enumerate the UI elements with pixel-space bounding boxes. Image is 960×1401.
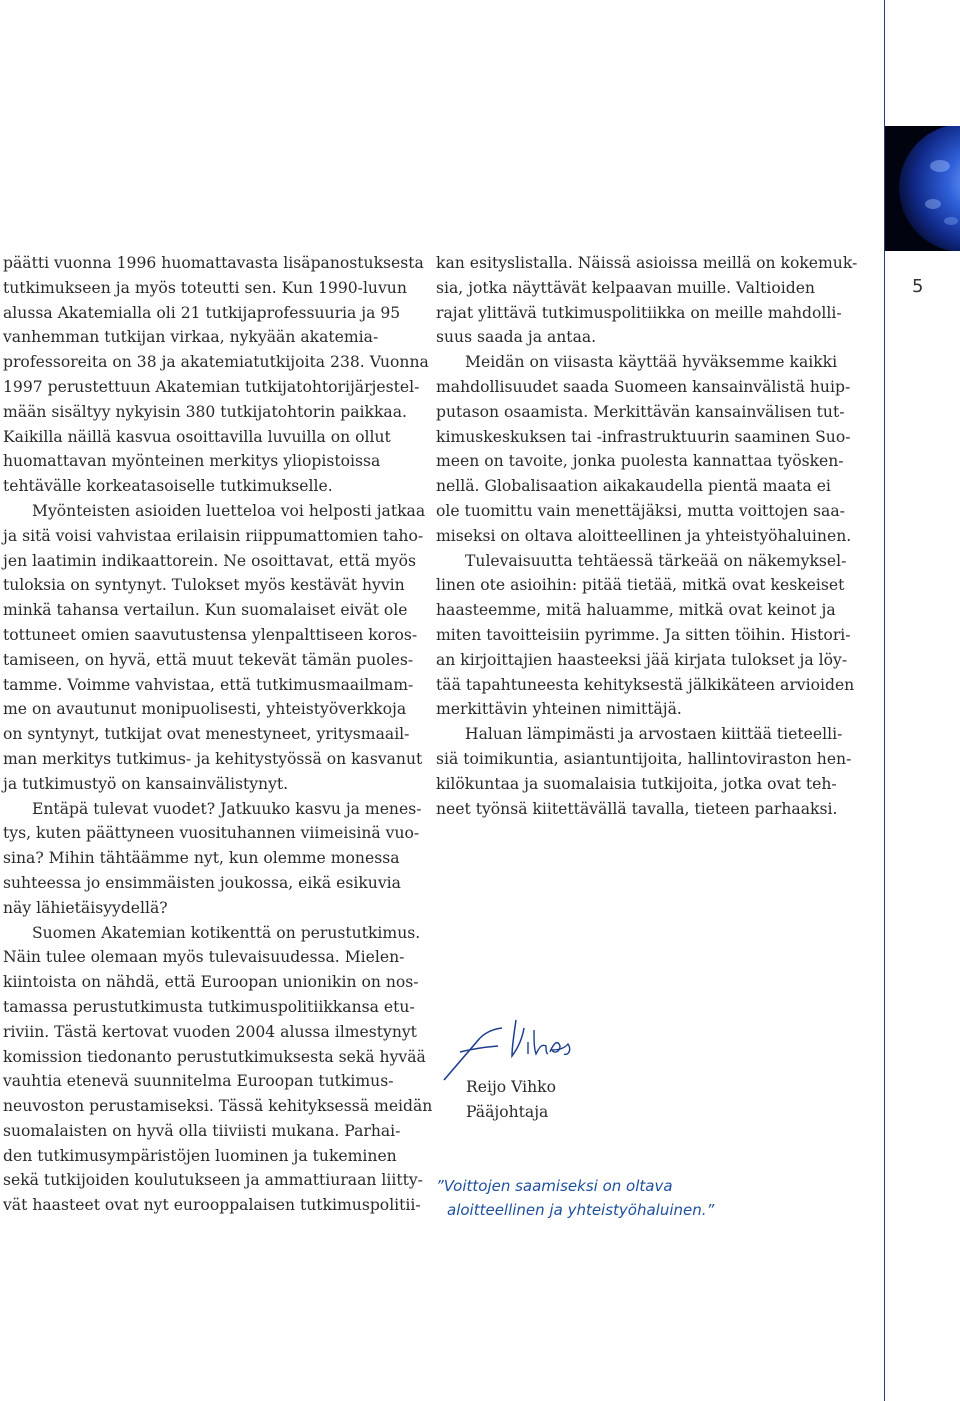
right-column-line: rajat ylittävä tutkimuspolitiikka on meille mahdolli-: [436, 303, 842, 322]
right-column-line: siä toimikuntia, asiantuntijoita, hallintoviraston hen-: [436, 749, 852, 768]
pull-quote: [436, 1174, 714, 1222]
right-column-line: miten tavoitteisiin pyrimme. Ja sitten töihin. Histori-: [436, 625, 851, 644]
left-column-line: tamassa perustutkimusta tutkimuspolitiikkansa etu-: [3, 997, 415, 1016]
left-column-line: mään sisältyy nykyisin 380 tutkijatohtorin paikkaa.: [3, 402, 407, 421]
left-column-line: suhteessa jo ensimmäisten joukossa, eikä esikuvia: [3, 873, 401, 892]
right-column-line: mahdollisuudet saada Suomeen kansainvälistä huip-: [436, 377, 851, 396]
right-column-line: nellä. Globalisaation aikakaudella pientä maata ei: [436, 477, 831, 496]
right-column-line: linen ote asioihin: pitää tietää, mitkä ovat keskeiset: [436, 576, 845, 595]
left-column-line: Myönteisten asioiden luetteloa voi helposti jatkaa: [32, 501, 426, 520]
left-column-line: tys, kuten päättyneen vuosituhannen viimeisinä vuo-: [3, 824, 420, 843]
signer-title: Pääjohtaja: [466, 1102, 549, 1121]
page-number: 5: [912, 276, 924, 297]
left-column-line: alussa Akatemialla oli 21 tutkijaprofessuuria ja 95: [3, 303, 401, 322]
right-column-line: suus saada ja antaa.: [436, 328, 597, 347]
right-column-line: kilökuntaa ja suomalaisia tutkijoita, jotka ovat teh-: [436, 774, 837, 793]
left-column-line: päätti vuonna 1996 huomattavasta lisäpanostuksesta: [3, 254, 424, 272]
left-column-line: vauhtia etenevä suunnitelma Euroopan tutkimus-: [3, 1072, 394, 1091]
right-column-line: ole tuomittu vain menettäjäksi, mutta voittojen saa-: [436, 501, 845, 520]
left-column-line: huomattavan myönteinen merkitys yliopistoissa: [3, 452, 381, 471]
left-column-line: vanhemman tutkijan virkaa, nykyään akatemia-: [3, 328, 379, 347]
left-column-line: vät haasteet ovat nyt eurooppalaisen tutkimuspolitii-: [3, 1196, 421, 1215]
left-column-line: sekä tutkijoiden koulutukseen ja ammattiuraan liitty-: [3, 1171, 423, 1190]
left-column-line: tamme. Voimme vahvistaa, että tutkimusmaailmam-: [3, 675, 414, 694]
quote-line-2: aloitteellinen ja yhteistyöhaluinen.”: [447, 1201, 715, 1219]
left-column-line: jen laatimin indikaattorein. Ne osoittavat, että myös: [3, 551, 416, 570]
left-text-column: [3, 251, 433, 1218]
left-column-line: suomalaisten on hyvä olla tiiviisti mukana. Parhai-: [3, 1121, 401, 1140]
signer-block: [466, 1075, 556, 1125]
right-column-line: miseksi on oltava aloitteellinen ja yhteistyöhaluinen.: [436, 526, 852, 545]
left-column-line: kiintoista on nähdä, että Euroopan unionikin on nos-: [3, 973, 419, 992]
right-text-column: [436, 251, 858, 821]
right-column-line: Tulevaisuutta tehtäessä tärkeää on näkemyksel-: [465, 551, 847, 570]
left-column-line: tamiseen, on hyvä, että muut tekevät tämän puoles-: [3, 650, 414, 669]
left-column-line: neuvoston perustamiseksi. Tässä kehityksessä meidän: [3, 1097, 433, 1116]
left-column-line: me on avautunut monipuolisesti, yhteistyöverkkoja: [3, 700, 407, 719]
right-column-line: kimuskeskuksen tai -infrastruktuurin saaminen Suo-: [436, 427, 851, 446]
right-column-line: Haluan lämpimästi ja arvostaen kiittää tieteelli-: [465, 725, 843, 744]
left-column-line: man merkitys tutkimus- ja kehitystyössä on kasvanut: [3, 749, 423, 768]
right-column-line: kan esityslistalla. Näissä asioissa meillä on kokemuk-: [436, 254, 858, 272]
left-column-line: ja tutkimustyö on kansainvälistynyt.: [3, 774, 289, 793]
right-column-line: putason osaamista. Merkittävän kansainvälisen tut-: [436, 402, 845, 421]
left-column-line: ja sitä voisi vahvistaa erilaisin riippumattomien taho-: [3, 526, 424, 545]
left-column-line: tehtävälle korkeatasoiselle tutkimukselle.: [3, 477, 333, 496]
right-column-line: an kirjoittajien haasteeksi jää kirjata tulokset ja löy-: [436, 650, 848, 669]
right-column-line: Meidän on viisasta käyttää hyväksemme kaikki: [465, 353, 838, 372]
right-column-line: haasteemme, mitä haluamme, mitkä ovat keinot ja: [436, 601, 836, 620]
left-column-line: näy lähietäisyydellä?: [3, 898, 168, 917]
right-column-line: sia, jotka näyttävät kelpaavan muille. Valtioiden: [436, 278, 815, 297]
left-column-line: minkä tahansa vertailun. Kun suomalaiset eivät ole: [3, 601, 408, 620]
left-column-line: tottuneet omien saavutustensa ylenpalttiseen koros-: [3, 625, 418, 644]
left-column-line: komission tiedonanto perustutkimuksesta sekä hyvää: [3, 1047, 426, 1066]
right-column-line: meen on tavoite, jonka puolesta kannattaa työsken-: [436, 452, 844, 471]
right-column-line: tää tapahtuneesta kehityksestä jälkikäteen arvioiden: [436, 675, 855, 694]
globe-image: [885, 126, 960, 251]
left-column-line: professoreita on 38 ja akatemiatutkijoita 238. Vuonna: [3, 353, 429, 372]
left-column-line: Suomen Akatemian kotikenttä on perustutkimus.: [32, 923, 421, 942]
left-column-line: 1997 perustettuun Akatemian tutkijatohtorijärjestel-: [3, 377, 420, 396]
left-column-line: Entäpä tulevat vuodet? Jatkuuko kasvu ja menes-: [32, 799, 422, 818]
left-column-line: tuloksia on syntynyt. Tulokset myös kestävät hyvin: [3, 576, 405, 595]
left-column-line: tutkimukseen ja myös toteutti sen. Kun 1990-luvun: [3, 278, 407, 297]
left-column-line: den tutkimusympäristöjen luominen ja tukeminen: [3, 1146, 397, 1165]
right-column-line: merkittävin yhteinen nimittäjä.: [436, 700, 682, 719]
left-column-line: Näin tulee olemaan myös tulevaisuudessa. Mielen-: [3, 948, 405, 967]
left-column-line: riviin. Tästä kertovat vuoden 2004 alussa ilmestynyt: [3, 1022, 417, 1041]
signer-name: Reijo Vihko: [466, 1078, 556, 1096]
left-column-line: Kaikilla näillä kasvua osoittavilla luvuilla on ollut: [3, 427, 391, 446]
left-column-line: on syntynyt, tutkijat ovat menestyneet, yritysmaail-: [3, 725, 410, 744]
right-column-line: neet työnsä kiitettävällä tavalla, tieteen parhaaksi.: [436, 799, 838, 818]
quote-line-1: ”Voittojen saamiseksi on oltava: [436, 1177, 673, 1195]
left-column-line: sina? Mihin tähtäämme nyt, kun olemme monessa: [3, 849, 400, 868]
